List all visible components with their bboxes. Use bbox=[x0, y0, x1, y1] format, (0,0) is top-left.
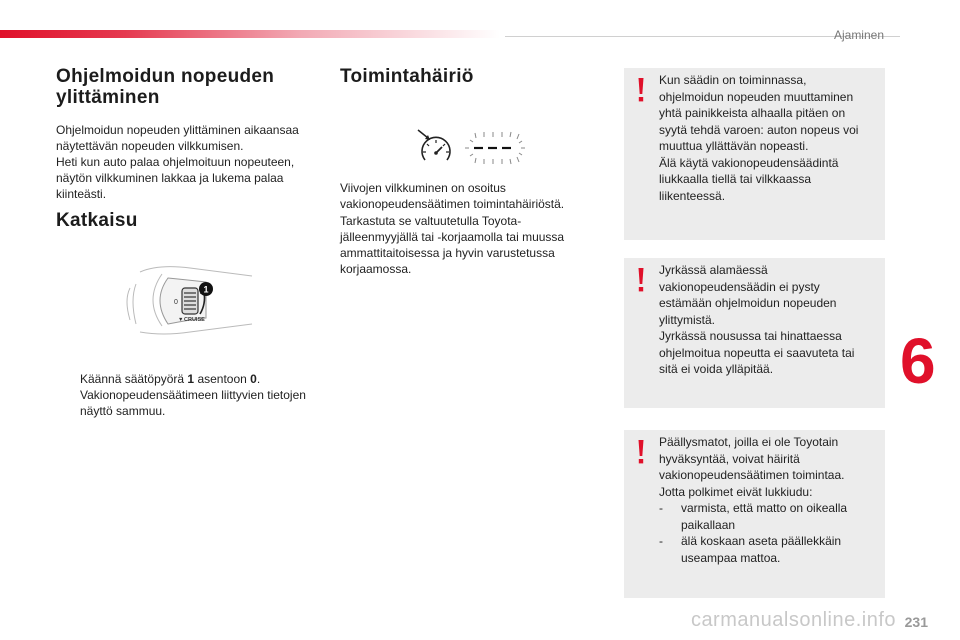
heading-malfunction: Toimintahäiriö bbox=[340, 66, 474, 87]
list-item: - varmista, että matto on oikealla paikallaan bbox=[659, 501, 848, 532]
section-title: Ajaminen bbox=[833, 28, 884, 42]
cruise-lever-illustration bbox=[118, 262, 258, 338]
paragraph-line: Viivojen vilkkuminen on osoitus bbox=[340, 181, 506, 195]
paragraph-line: Tarkastuta se valtuutetulla Toyota- bbox=[340, 213, 522, 228]
speedometer-icon bbox=[416, 128, 456, 166]
header-accent-bar bbox=[0, 30, 500, 38]
paragraph-line: jälleenmyyjällä tai -korjaamolla tai muussa bbox=[340, 229, 565, 244]
paragraph-line: Ohjelmoidun nopeuden ylittäminen aikaansaa bbox=[56, 123, 299, 137]
warning-text: Kun säädin on toiminnassa, ohjelmoidun nopeuden muuttaminen yhtä painikkeista alhaalla pitäen on syytä tehdä varoen: auton nopeus voi muuttua yllättävän nopeasti. Älä käytä vakionopeudensäädintä liukkaalla tiellä tai vilkkaassa liikenteessä. bbox=[659, 73, 859, 203]
svg-text:▼: ▼ bbox=[178, 317, 184, 323]
watermark: carmanualsonline.info bbox=[690, 609, 896, 631]
paragraph-line: näytön vilkkuminen lakkaa ja lukema palaa bbox=[56, 171, 284, 185]
warning-text: Päällysmatot, joilla ei ole Toyotain hyväksyntää, voivat häiritä vakionopeudensäätimen toimintaa. Jotta polkimet eivät lukkiudu: - varmista, että matto on oikealla paikallaan - älä koskaan aseta päällekkäin useampaa mattoa. bbox=[659, 434, 874, 566]
paragraph-line: Heti kun auto palaa ohjelmoituun nopeuteen, bbox=[56, 155, 295, 169]
heading-line-1: Ohjelmoidun nopeuden bbox=[56, 66, 275, 87]
warning-text: Jyrkässä alamäessä vakionopeudensäädin ei pysty estämään ohjelmoidun nopeuden ylittymistä. Jyrkässä nousussa tai hinattaessa ohjelmoitua nopeutta ei saavuteta tai sitä ei voida ylläpitää. bbox=[659, 263, 855, 376]
warning-exclamation-icon bbox=[636, 78, 646, 102]
chapter-number: 6 bbox=[900, 325, 936, 397]
callout-number: 1 bbox=[203, 284, 209, 295]
warning-exclamation-icon bbox=[636, 268, 646, 292]
paragraph-line: näytettävän nopeuden vilkkumisen. bbox=[56, 139, 244, 153]
heading-speed-exceeded bbox=[56, 66, 274, 108]
list-item: - älä koskaan aseta päällekkäin useampaa mattoa. bbox=[659, 534, 842, 565]
bullet-icon bbox=[60, 371, 80, 419]
speed-exceeded-paragraph bbox=[56, 122, 326, 202]
paragraph-line: korjaamossa. bbox=[340, 262, 412, 277]
malfunction-paragraph bbox=[340, 180, 590, 278]
dial-label-0: 0 bbox=[174, 299, 178, 306]
warning-exclamation-icon bbox=[636, 440, 646, 464]
warning-box bbox=[624, 430, 885, 598]
instruction-item: Käännä säätöpyörä 1 asentoon 0. Vakionopeudensäätimeen liittyvien tietojen näyttö sammuu. bbox=[60, 371, 330, 419]
warning-box bbox=[624, 68, 885, 240]
warning-box bbox=[624, 258, 885, 408]
heading-katkaisu: Katkaisu bbox=[56, 210, 138, 231]
page-number: 231 bbox=[904, 614, 928, 630]
paragraph-line: kiinteästi. bbox=[56, 187, 107, 201]
paragraph-line: ammattitaitoisessa ja hyvin varustetussa bbox=[340, 246, 555, 261]
cruise-switch-label: CRUISE bbox=[184, 317, 205, 323]
dashes-display-icon bbox=[462, 130, 528, 166]
paragraph-line: vakionopeudensäätimen toimintahäiriöstä. bbox=[340, 197, 565, 212]
heading-line-2: ylittäminen bbox=[56, 87, 160, 108]
